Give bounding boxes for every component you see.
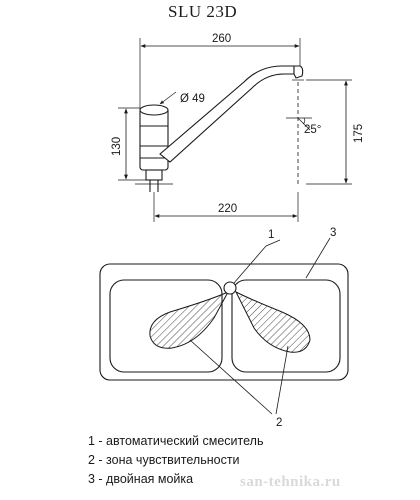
dim-spout-reach: 220 — [218, 203, 238, 215]
dimension-diameter — [160, 92, 205, 105]
spout — [160, 66, 304, 186]
callout-3-label: 3 — [330, 227, 337, 239]
dim-total-height: 175 — [353, 123, 365, 143]
callout-2-label: 2 — [276, 417, 283, 429]
faucet-side-view — [111, 33, 365, 222]
watermark: san-tehnika.ru — [240, 474, 341, 490]
legend-item-mixer: 1 - автоматический смеситель — [88, 434, 264, 448]
dim-body-height: 130 — [111, 136, 123, 156]
right-sensor-zone — [236, 292, 310, 352]
legend — [88, 432, 263, 489]
sink-outer-rim — [100, 264, 348, 380]
mixer-circle — [224, 282, 236, 294]
legend-item-double-sink: 3 - двойная мойка — [88, 472, 194, 486]
dim-diameter: Ø 49 — [180, 93, 205, 105]
callout-1-label: 1 — [268, 229, 275, 241]
sink-top-view — [100, 238, 348, 414]
left-sensor-zone — [150, 292, 228, 348]
dim-overall-width: 260 — [212, 33, 232, 45]
legend-item-sensor-zone: 2 - зона чувствительности — [88, 453, 240, 467]
dim-angle: 25° — [304, 124, 322, 136]
page-title: SLU 23D — [168, 2, 238, 21]
dimension-angle — [286, 118, 321, 136]
dimension-220 — [154, 192, 298, 222]
